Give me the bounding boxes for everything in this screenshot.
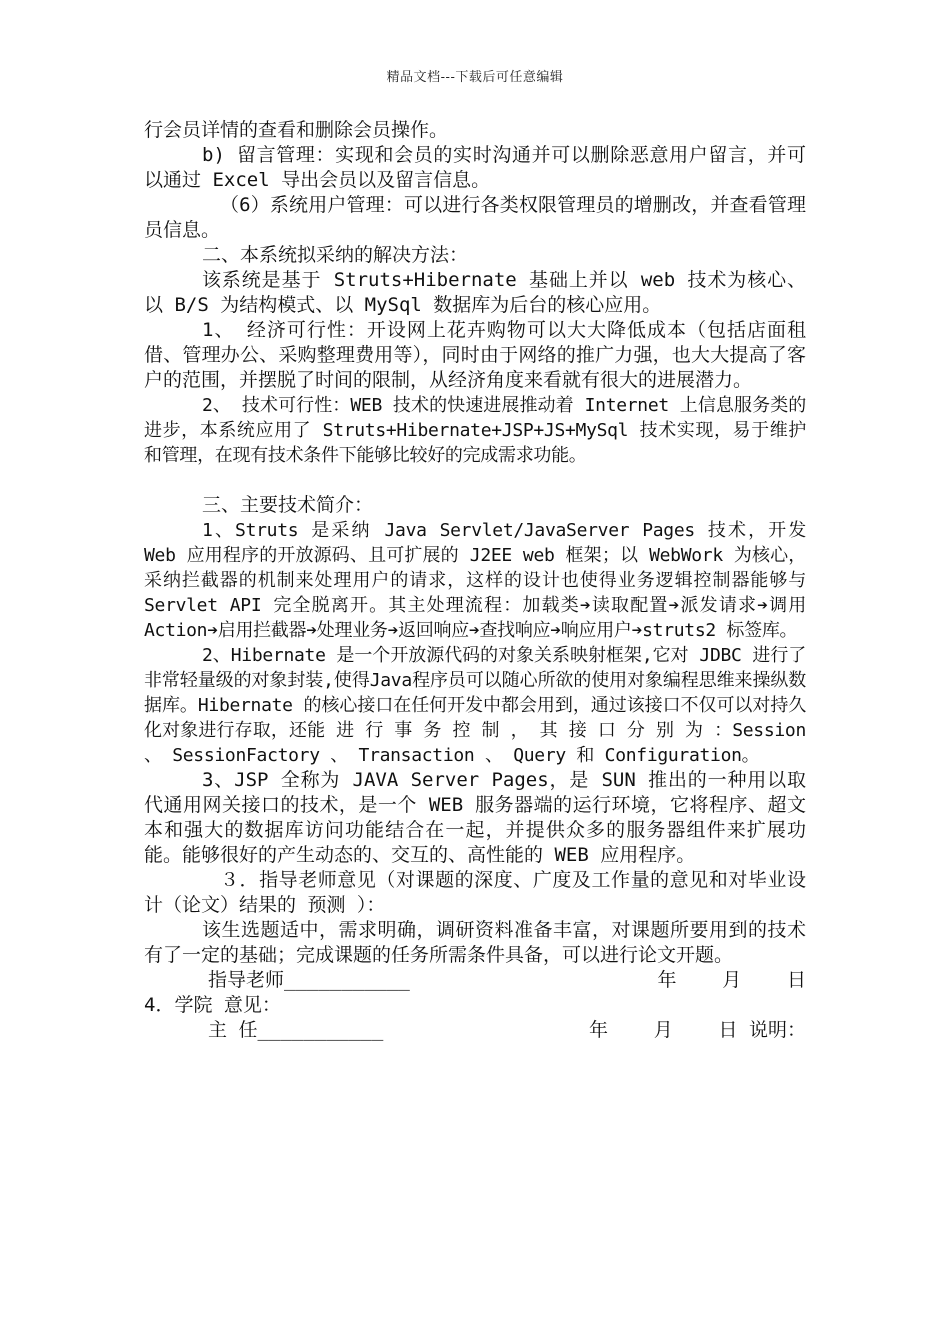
document-body (144, 118, 806, 1043)
section-heading: 三、主要技术简介： (202, 494, 374, 516)
section-heading: 二、本系统拟采纳的解决方法： (202, 244, 469, 266)
paragraph: 1、Struts 是采纳 Java Servlet/JavaServer Pages 技术，开发 Web 应用程序的开放源码、且可扩展的 J2EE web 框架；以 WebWork 为核心，采纳拦截器的机制来处理用户的请求，这样的设计也使得业务逻辑控制器能够与 Servlet API 完全脱离开。其主处理流程：加载类➔读取配置➔派发请求➔调用 Action➔启用拦截器➔处理业务➔返回响应➔查找响应➔响应用户➔struts2 标签库。 (144, 520, 806, 641)
paragraph: b) 留言管理：实现和会员的实时沟通并可以删除恶意用户留言，并可以通过 Excel 导出会员以及留言信息。 (144, 144, 806, 191)
director-signature: 主 任___________ (208, 1019, 384, 1041)
teacher-signature-line (144, 968, 806, 993)
section-heading: ３．指导老师意见（对课题的深度、广度及工作量的意见和对毕业设计（论文）结果的 预测 ）： (144, 869, 806, 916)
paragraph: 行会员详情的查看和删除会员操作。 (144, 119, 449, 141)
paragraph: （6）系统用户管理：可以进行各类权限管理员的增删改，并查看管理员信息。 (144, 194, 806, 241)
teacher-signature: 指导老师___________ (208, 969, 410, 991)
director-signature-line (144, 1018, 806, 1043)
paragraph: 2、 技术可行性：WEB 技术的快速进展推动着 Internet 上信息服务类的进步，本系统应用了 Struts+Hibernate+JSP+JS+MySql 技术实现，易于维护和管理，在现有技术条件下能够比较好的完成需求功能。 (144, 395, 806, 466)
paragraph: 该系统是基于 Struts+Hibernate 基础上并以 web 技术为核心、以 B/S 为结构模式、以 MySql 数据库为后台的核心应用。 (144, 269, 806, 316)
teacher-date: 年 月 日 (657, 969, 806, 991)
paragraph: 2、Hibernate 是一个开放源代码的对象关系映射框架,它对 JDBC 进行了非常轻量级的对象封装,使得Java程序员可以随心所欲的使用对象编程思维来操纵数据库。Hibernate 的核心接口在任何开发中都会用到，通过该接口不仅可以对持久化对象进行存取，还能 进 行 事 务 控 制 ， 其 接 口 分 别 为 ：Session 、 SessionFactory 、 Transaction 、 Query 和 Configuration。 (144, 645, 806, 766)
director-date: 年 月 日 说明： (589, 1019, 806, 1041)
paragraph: 该生选题适中，需求明确，调研资料准备丰富，对课题所要用到的技术有了一定的基础；完成课题的任务所需条件具备，可以进行论文开题。 (144, 919, 806, 966)
paragraph: 3、JSP 全称为 JAVA Server Pages，是 SUN 推出的一种用以取代通用网关接口的技术，是一个 WEB 服务器端的运行环境，它将程序、超文本和强大的数据库访问功能结合在一起，并提供众多的服务器组件来扩展功能。能够很好的产生动态的、交互的、高性能的 WEB 应用程序。 (144, 769, 806, 866)
college-opinion-heading: 4．学院 意见： (144, 994, 281, 1016)
paragraph: 1、 经济可行性：开设网上花卉购物可以大大降低成本（包括店面租借、管理办公、采购整理费用等），同时由于网络的推广力强，也大大提高了客户的范围，并摆脱了时间的限制，从经济角度来看就有很大的进展潜力。 (144, 319, 806, 391)
page-header: 精品文档---下载后可任意编辑 (386, 70, 564, 85)
